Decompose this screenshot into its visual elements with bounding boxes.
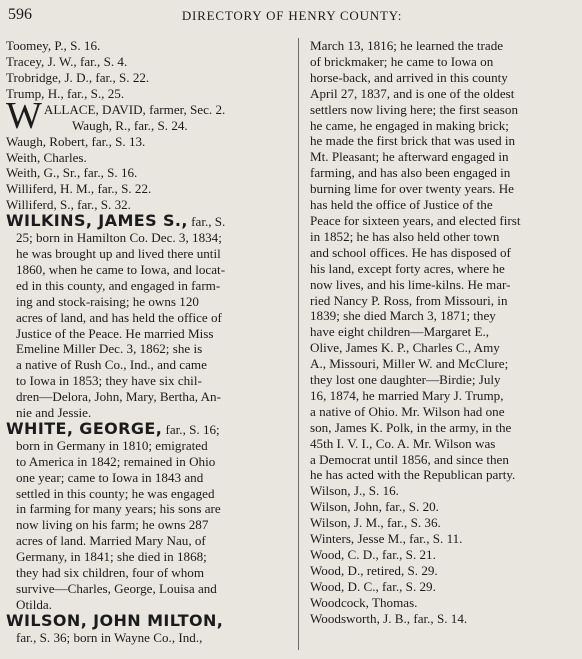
directory-entry: Weith, Charles. bbox=[6, 149, 87, 165]
biography-line: far., S. 36; born in Wayne Co., Ind., bbox=[16, 629, 203, 645]
biography-line: ed in this county, and engaged in farm- bbox=[16, 277, 221, 293]
directory-entry: Waugh, R., far., S. 24. bbox=[72, 117, 188, 133]
biography-line: of brickmaker; he came to Iowa on bbox=[310, 53, 494, 69]
biography-line: Emeline Miller Dec. 3, 1862; she is bbox=[16, 341, 203, 357]
biography-line: Germany, in 1841; she died in 1868; bbox=[16, 549, 207, 565]
biography-line: nie and Jessie. bbox=[16, 405, 92, 421]
biography-line: acres of land. Married Mary Nau, of bbox=[16, 533, 206, 549]
directory-entry: Trobridge, J. D., far., S. 22. bbox=[6, 69, 150, 85]
biography-line: to Iowa in 1853; they have six chil- bbox=[16, 373, 202, 389]
wallace-line: ALLACE, DAVID, farmer, Sec. 2. bbox=[43, 101, 226, 117]
biography-line: has held the office of Justice of the bbox=[310, 197, 493, 213]
biography-line: 16, 1874, he married Mary J. Trump, bbox=[310, 387, 504, 403]
directory-entry: Trump, H., far., S., 25. bbox=[6, 85, 125, 101]
biography-line: they lost one daughter—Birdie; July bbox=[310, 372, 501, 388]
biography-line: in farming for many years; his sons are bbox=[16, 501, 221, 517]
biography-line: Peace for sixteen years, and elected first bbox=[310, 212, 521, 228]
biography-line: he was brought up and lived there until bbox=[16, 245, 221, 261]
biography-line: now lives, and his lime-kilns. He mar- bbox=[310, 276, 511, 292]
running-title: DIRECTORY OF HENRY COUNTY: bbox=[181, 8, 403, 23]
biography-line: farming, and has also been engaged in bbox=[310, 165, 511, 181]
white-entry-head bbox=[6, 418, 288, 438]
drop-cap-initial: W bbox=[6, 94, 42, 137]
directory-entry: Winters, Jesse M., far., S. 11. bbox=[310, 531, 463, 547]
directory-entry: Weith, G., Sr., far., S. 16. bbox=[6, 165, 138, 181]
biography-line: A., Missouri, Miller W. and McClure; bbox=[310, 356, 509, 372]
directory-entry: Waugh, Robert, far., S. 13. bbox=[6, 133, 146, 149]
directory-entry: Wilson, J. M., far., S. 36. bbox=[310, 515, 441, 531]
directory-entry: Wood, D., retired, S. 29. bbox=[310, 562, 438, 578]
entry-head-rest: far., S. bbox=[187, 214, 226, 230]
directory-entry: Wilson, J., S. 16. bbox=[310, 483, 399, 499]
biography-line: 1860, when he came to Iowa, and locat- bbox=[16, 261, 226, 277]
directory-entry: Woodsworth, J. B., far., S. 14. bbox=[310, 610, 468, 626]
biography-line: to America in 1842; remained in Ohio bbox=[16, 453, 216, 469]
directory-entry: Toomey, P., S. 16. bbox=[6, 38, 101, 53]
biography-line: 45th I. V. I., Co. A. Mr. Wilson was bbox=[310, 435, 496, 451]
biography-line: son, James K. Polk, in the army, in the bbox=[310, 419, 512, 435]
biography-line: horse-back, and arrived in this county bbox=[310, 69, 508, 85]
left-column bbox=[6, 38, 288, 646]
directory-entry: Wilson, John, far., S. 20. bbox=[310, 499, 439, 515]
biography-line: survive—Charles, George, Louisa and bbox=[16, 581, 217, 596]
directory-entry: Tracey, J. W., far., S. 4. bbox=[6, 53, 128, 69]
biography-line: Justice of the Peace. He married Miss bbox=[16, 325, 214, 341]
entry-name-heading: WHITE, GEORGE, bbox=[6, 418, 163, 438]
directory-entry: Wood, C. D., far., S. 21. bbox=[310, 547, 436, 562]
biography-line: in 1852; he has also held other town bbox=[310, 228, 500, 244]
biography-line: born in Germany in 1810; emigrated bbox=[16, 437, 208, 453]
biography-line: and school offices. He has disposed of bbox=[310, 244, 511, 260]
wallace-entry bbox=[6, 94, 288, 137]
biography-line: April 27, 1837, and is one of the oldest bbox=[310, 85, 515, 101]
biography-line: Mt. Pleasant; he afterward engaged in bbox=[310, 149, 509, 165]
biography-line: one year; came to Iowa in 1843 and bbox=[16, 469, 204, 485]
biography-line: have eight children—Margaret E., bbox=[310, 324, 490, 340]
biography-line: his land, except forty acres, where he bbox=[310, 260, 505, 276]
wilkins-entry-head bbox=[6, 213, 288, 230]
biography-line: Otilda. bbox=[16, 596, 53, 612]
biography-line: ing and stock-raising; he owns 120 bbox=[16, 293, 199, 309]
biography-line: a Democrat until 1856, and since then bbox=[310, 451, 509, 467]
biography-line: a native of Rush Co., Ind., and came bbox=[16, 357, 207, 373]
directory-entry: Williferd, S., far., S. 32. bbox=[6, 197, 131, 213]
right-column bbox=[310, 38, 578, 627]
directory-entry: Wood, D. C., far., S. 29. bbox=[310, 578, 436, 594]
biography-line: 25; born in Hamilton Co. Dec. 3, 1834; bbox=[16, 230, 222, 246]
column-divider bbox=[298, 38, 299, 650]
page-header bbox=[8, 6, 576, 28]
entry-head-rest: far., S. 16; bbox=[162, 421, 220, 437]
biography-line: he made the first brick that was used in bbox=[310, 133, 516, 149]
biography-line: he has acted with the Republican party. bbox=[310, 467, 516, 483]
biography-line: March 13, 1816; he learned the trade bbox=[310, 38, 504, 53]
biography-line: settled in this county; he was engaged bbox=[16, 485, 215, 501]
directory-entry: Williferd, H. M., far., S. 22. bbox=[6, 181, 152, 197]
biography-line: 1839; she died March 3, 1871; they bbox=[310, 308, 496, 324]
page-number: 596 bbox=[8, 6, 32, 23]
directory-entry: Woodcock, Thomas. bbox=[310, 594, 418, 610]
entry-name-heading: WILSON, JOHN MILTON, bbox=[6, 610, 224, 630]
wilson-entry-head bbox=[6, 610, 288, 630]
entry-name-heading: WILKINS, JAMES S., bbox=[6, 211, 188, 231]
biography-line: they had six children, four of whom bbox=[16, 565, 204, 581]
biography-line: burning lime for over twenty years. He bbox=[310, 181, 514, 197]
biography-line: Olive, James K. P., Charles C., Amy bbox=[310, 340, 500, 356]
biography-line: settlers now living here; the first season bbox=[310, 101, 518, 117]
biography-line: he came, he engaged in making brick; bbox=[310, 117, 509, 133]
biography-line: dren—Delora, John, Mary, Bertha, An- bbox=[16, 389, 221, 405]
biography-line: ried Nancy P. Ross, from Missouri, in bbox=[310, 292, 508, 308]
biography-line: a native of Ohio. Mr. Wilson had one bbox=[310, 403, 505, 419]
biography-line: now living on his farm; he owns 287 bbox=[16, 517, 209, 533]
biography-line: acres of land, and has held the office of bbox=[16, 309, 222, 325]
